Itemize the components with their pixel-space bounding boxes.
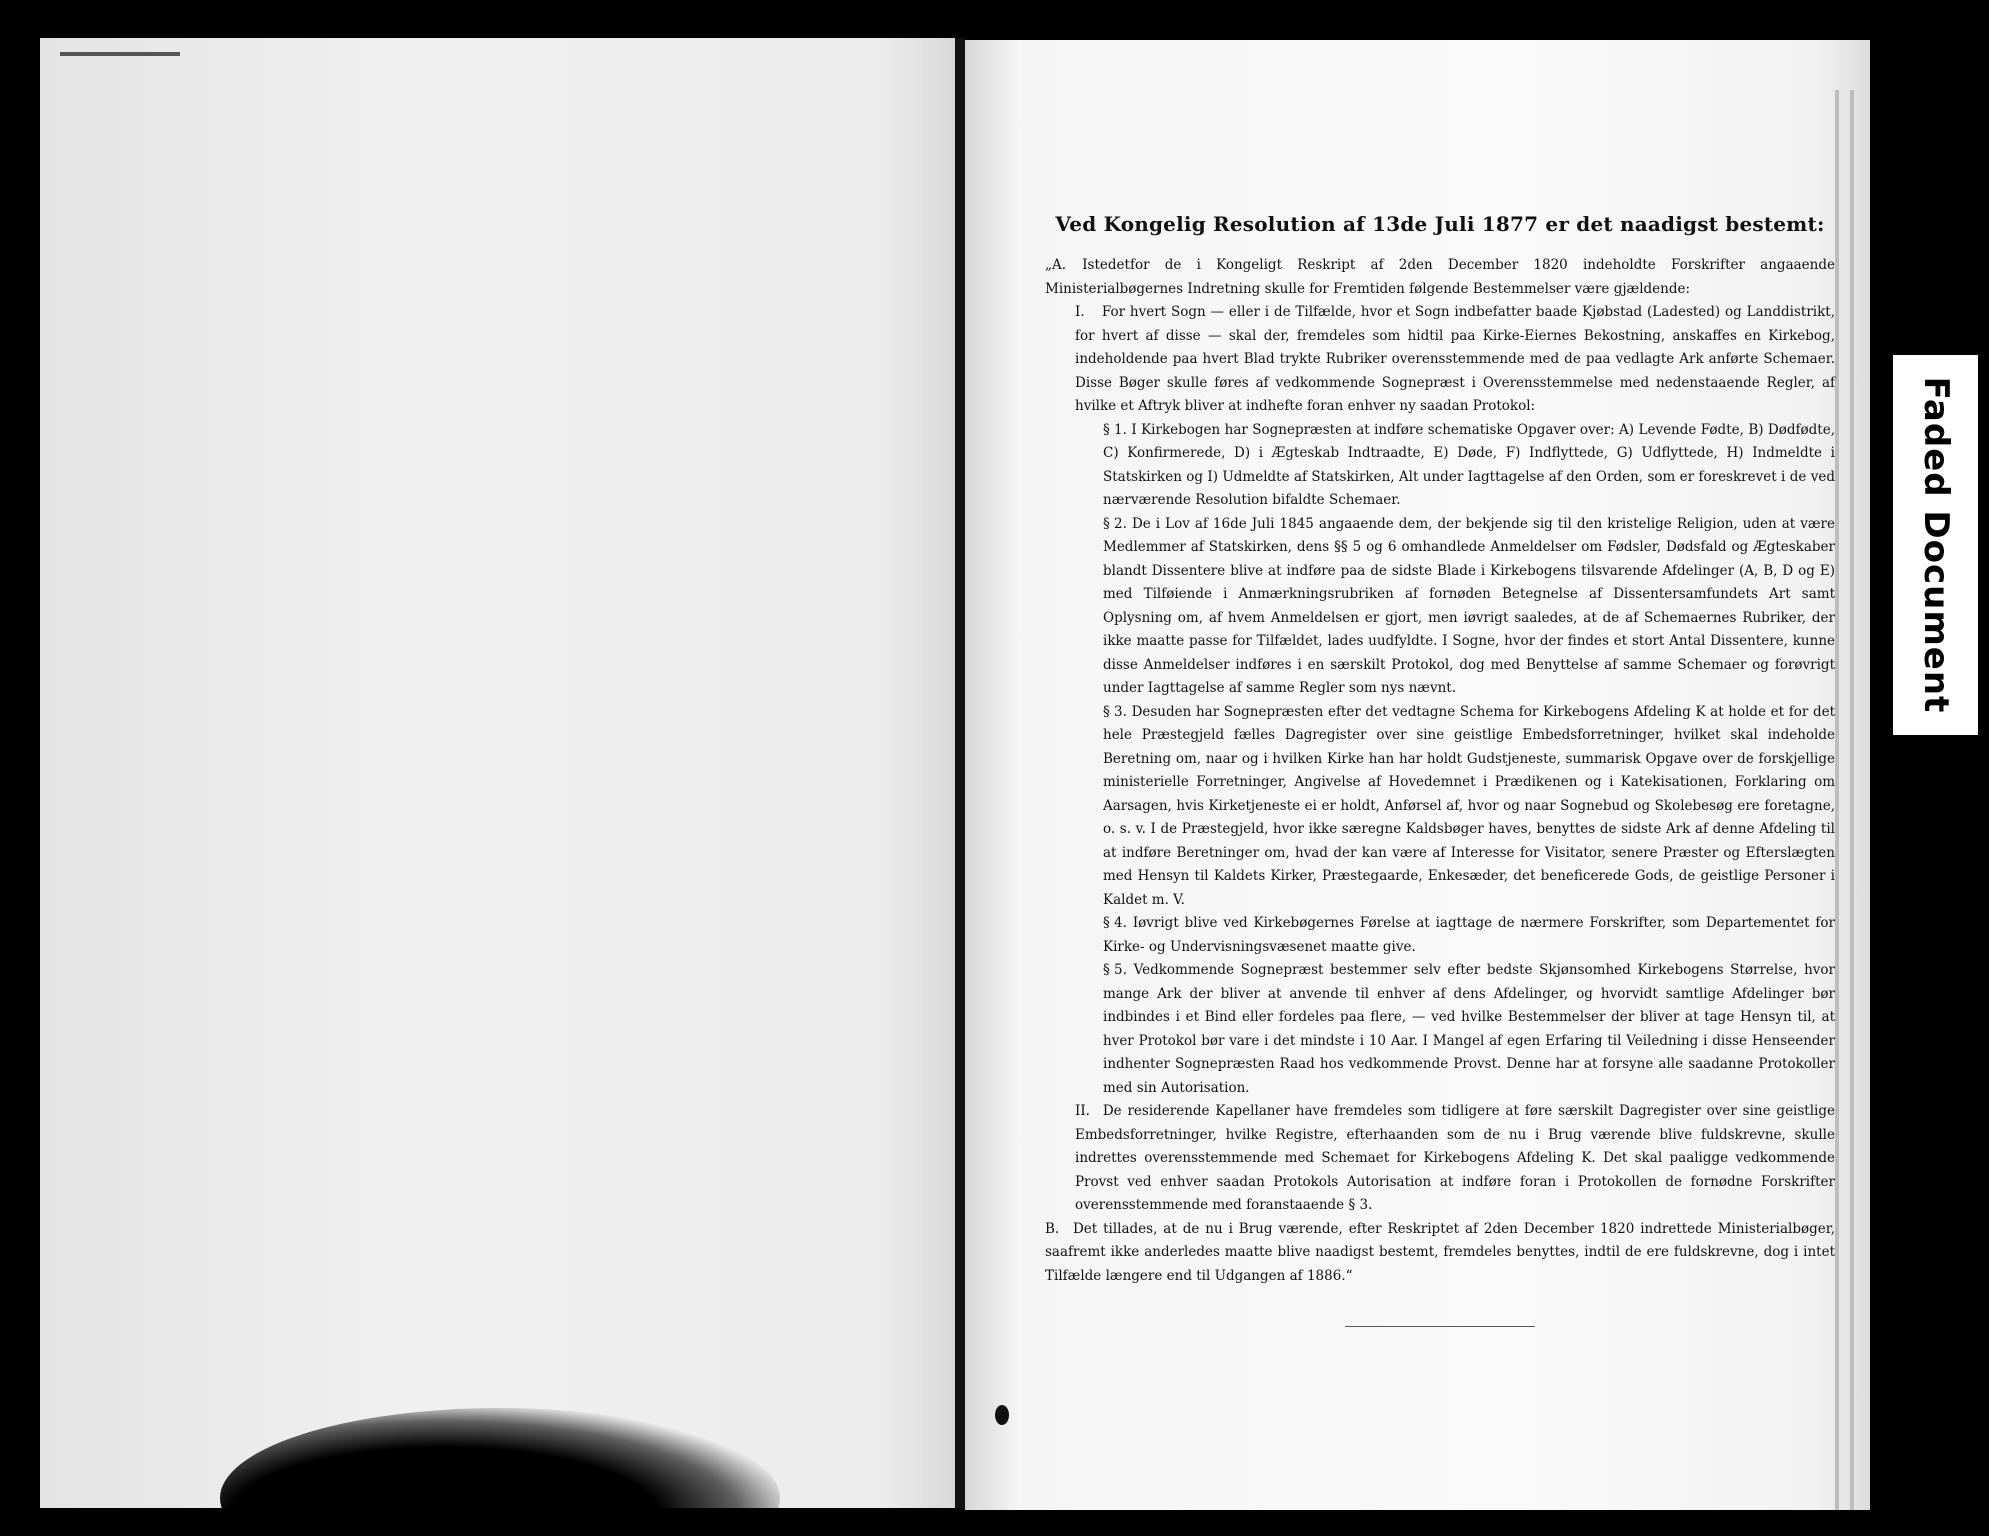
paragraph-text: De i Lov af 16de Juli 1845 angaaende dem, der bekjende sig til den kristelige Religion, uden at være Medlemmer af Statskirken, dens §§ 5 og 6 omhandlede Anmeldelser om Fødsler, Dødsfald og Ægteskaber blandt Dissentere blive at indføre paa de sidste Blade i Kirkebogens tilsvarende Afdelinger (A, B, D og E) med Tilføiende i Anmærkningsrubriken af fornøden Betegnelse af Dissentersamfundets Art samt Oplysning om, af hvem Anmeldelsen er gjort, men iøvrigt saaledes, at de af Schemaernes Rubriker, der ikke maatte passe for Tilfældet, lades uudfyldte. I Sogne, hvor der findes et stort Antal Dissentere, kunne disse Anmeldelser indføres i en særskilt Protokol, dog med Benyttelse af samme Schemaer og forøvrigt under Iagttagelse af samme Regler som nys nævnt. [1103,515,1835,696]
paragraph [1103,419,1835,513]
paragraph-text: Iøvrigt blive ved Kirkebøgernes Førelse at iagttage de nærmere Forskrifter, som Departementet for Kirke- og Undervisningsvæsenet maatte give. [1103,915,1835,955]
paragraph-text: Det tillades, at de nu i Brug værende, efter Reskriptet af 2den December 1820 indrettede Ministerialbøger, saafremt ikke anderledes maatte blive naadigst bestemt, fremdeles benyttes, indtil de ere fuldskrevne, dog i intet Tilfælde længere end til Udgangen af 1886.“ [1045,1220,1836,1284]
page-edge-strip [1835,90,1839,1510]
paragraph [1103,912,1835,959]
paragraph [1045,254,1835,301]
paragraph-text: Vedkommende Sognepræst bestemmer selv efter bedste Skjønsomhed Kirkebogens Størrelse, hvor mange Ark der bliver at anvende til enhver af dens Afdelinger, og hvorvidt samtlige Afdelinger bør indbindes i et Bind eller fordeles paa flere, — ved hvilke Bestemmelser der bliver at tage Hensyn til, at hver Protokol bør vare i det mindste i 10 Aar. I Mangel af egen Erfaring til Veiledning i disse Henseender indhenter Sognepræsten Raad hos vedkommende Provst. Denne har at forsyne alle saadanne Protokoller med sin Autorisation. [1103,962,1835,1096]
resolution-text [1045,212,1835,1327]
document-title: Ved Kongelig Resolution af 13de Juli 1877 er det naadigst bestemt: [1055,212,1825,236]
paragraph-mark: § 1. [1103,421,1127,438]
paragraph [1103,959,1835,1100]
thumb-shadow [220,1408,780,1508]
paragraph-mark: § 2. [1103,515,1127,532]
faded-document-stamp [1893,355,1978,735]
paragraph-mark: § 3. [1103,703,1127,720]
paragraph-text: Istedetfor de i Kongeligt Reskript af 2den December 1820 indeholdte Forskrifter angaaende Ministerialbøgernes Indretning skulle for Fremtiden følgende Bestemmelser være gjældende: [1045,257,1835,297]
paragraph-mark: „A. [1045,257,1067,273]
book-gutter [955,38,965,1508]
paragraph-mark: II. [1075,1103,1090,1119]
paragraph-mark: § 5. [1103,962,1127,978]
paragraph [1103,701,1835,913]
stamp-text: Faded Document [1915,376,1956,714]
left-page [40,38,955,1508]
paragraph-mark: I. [1075,304,1085,320]
paragraph [1103,513,1835,701]
ink-blot [995,1405,1009,1425]
paragraph [1075,301,1835,419]
paragraph-text: Desuden har Sognepræsten efter det vedtagne Schema for Kirkebogens Afdeling K at holde et for det hele Præstegjeld fælles Dagregister over sine geistlige Embedsforretninger, hvilket skal indeholde Beretning om, naar og i hvilken Kirke han har holdt Gudstjeneste, summarisk Opgave over de forskjellige ministerielle Forretninger, Angivelse af Hovedemnet i Prædikenen og i Katekisationen, Forklaring om Aarsagen, hvis Kirketjeneste ei er holdt, Anførsel af, hvor og naar Sognebud og Skolebesøg ere foretagne, o. s. v. I de Præstegjeld, hvor ikke særegne Kaldsbøger haves, benyttes de sidste Ark af denne Afdeling til at indføre Beretninger om, hvad der kan være af Interesse for Visitator, senere Præster og Efterslægten med Hensyn til Kaldets Kirker, Præstegaarde, Enkesæder, det beneficerede Gods, de geistlige Personer i Kaldet m. V. [1103,703,1835,908]
paragraph-text: I Kirkebogen har Sognepræsten at indføre schematiske Opgaver over: A) Levende Fødte, B) Dødfødte, C) Konfirmerede, D) i Ægteskab Indtraadte, E) Døde, F) Indflyttede, G) Udflyttede, H) Indmeldte i Statskirken og I) Udmeldte af Statskirken, Alt under Iagttagelse af den Orden, som er foreskrevet i de ved nærværende Resolution bifaldte Schemaer. [1103,421,1835,508]
page-edge-strip [1850,90,1854,1510]
page-edge-line [60,52,180,56]
paragraph-text: For hvert Sogn — eller i de Tilfælde, hvor et Sogn indbefatter baade Kjøbstad (Ladested) og Landdistrikt, for hvert af disse — skal der, fremdeles som hidtil paa Kirke-Eiernes Bekostning, anskaffes en Kirkebog, indeholdende paa hvert Blad trykte Rubriker overensstemmende med de paa vedlagte Ark anførte Schemaer. Disse Bøger skulle føres af vedkommende Sognepræst i Overensstemmelse med nedenstaaende Regler, af hvilke et Aftryk bliver at indhefte foran enhver ny saadan Protokol: [1075,304,1835,414]
paragraph-list [1045,254,1835,1288]
paragraph [1075,1100,1835,1218]
paragraph [1045,1218,1835,1289]
paragraph-mark: § 4. [1103,915,1127,931]
closing-rule [1345,1326,1535,1327]
paragraph-text: De residerende Kapellaner have fremdeles som tidligere at føre særskilt Dagregister over sine geistlige Embedsforretninger, hvilke Registre, efterhaanden som de nu i Brug værende blive fuldskrevne, skulle indrettes overensstemmende med Schemaet for Kirkebogens Afdeling K. Det skal paaligge vedkommende Provst ved enhver saadan Protokols Autorisation at indføre foran i Protokollen de fornødne Forskrifter overensstemmende med foranstaaende § 3. [1075,1103,1835,1213]
paragraph-mark: B. [1045,1220,1060,1237]
right-page [965,40,1870,1510]
